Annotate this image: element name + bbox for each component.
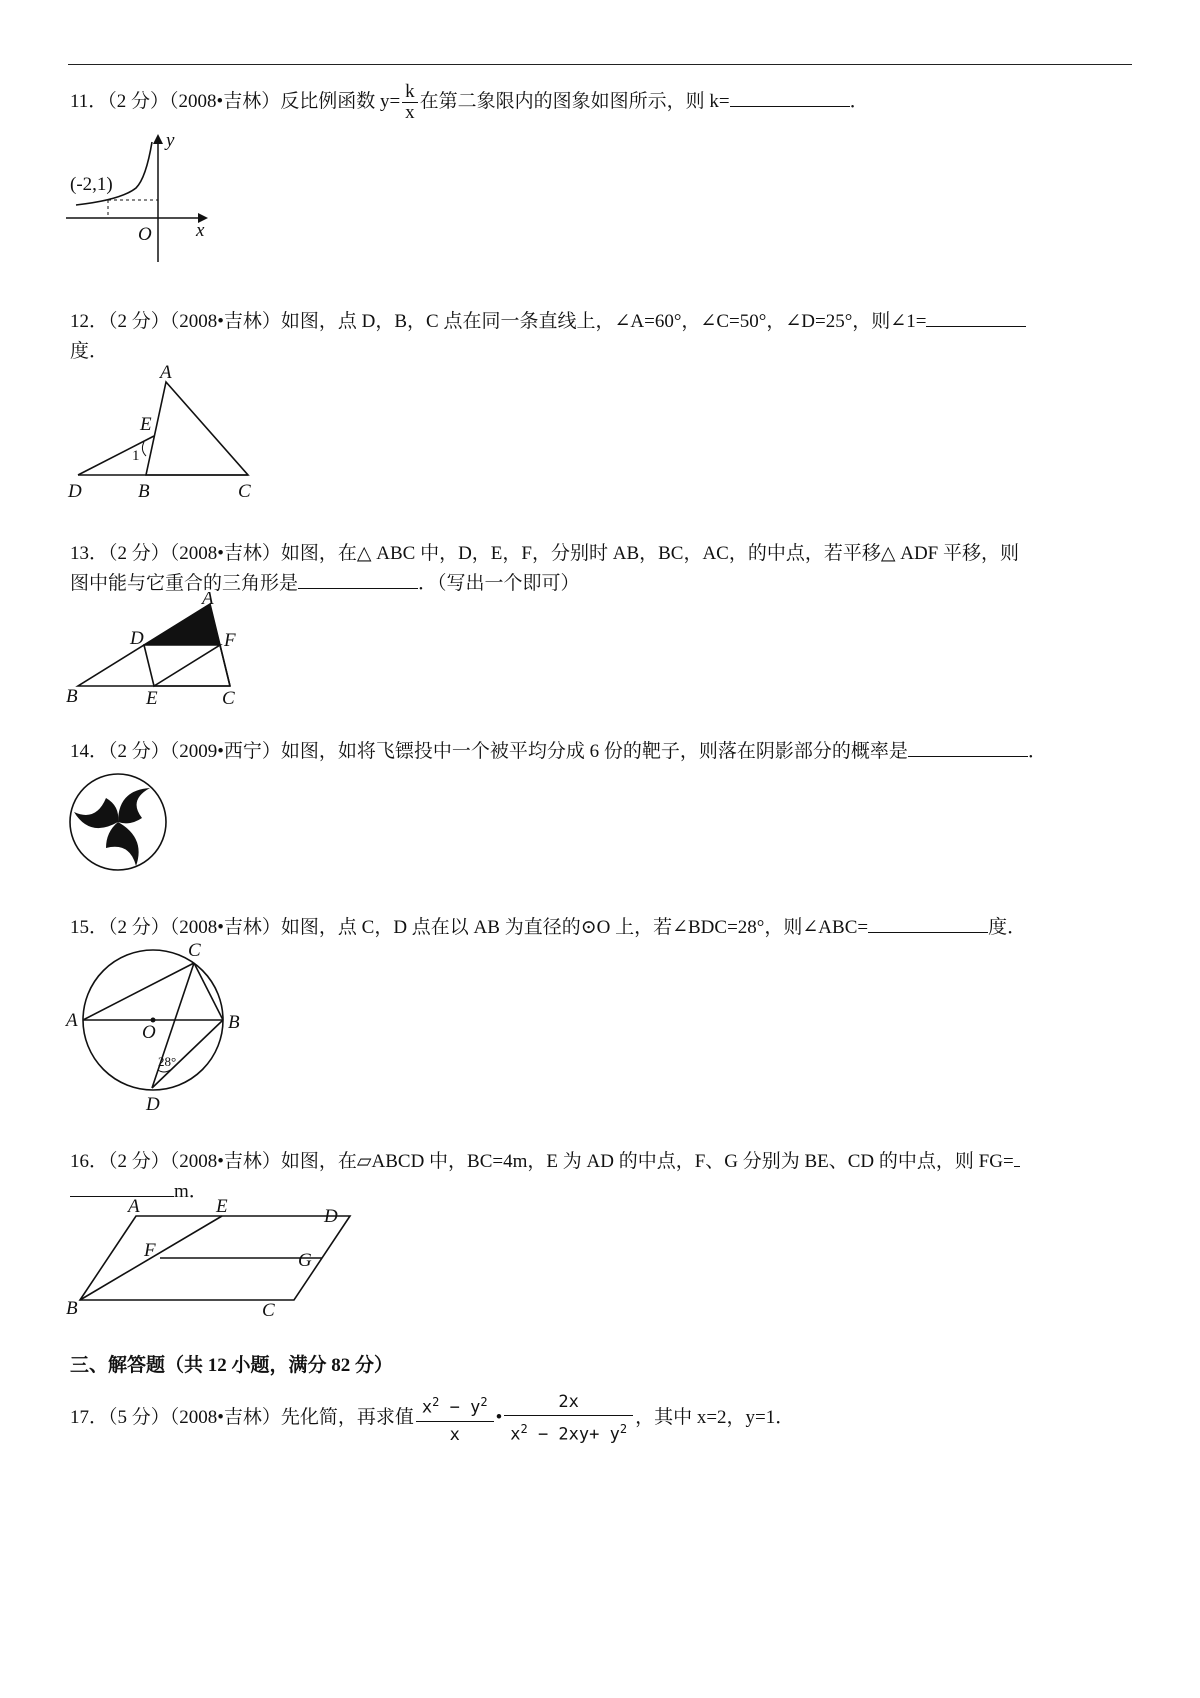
q12-line2: 度． xyxy=(70,341,109,362)
q16-label-g: G xyxy=(298,1250,312,1271)
q11-figure xyxy=(66,132,226,267)
question-13: 13．（2 分）（2008•吉林）如图，在△ ABC 中，D，E，F，分别时 AB，BC，AC，的中点，若平移△ ADF 平移，则 xyxy=(70,543,1019,564)
q11-y-label: y xyxy=(166,132,175,151)
q17-fraction-2: $\frac{2x}{x^2 - 2xy+ y^2}$ xyxy=(504,1389,633,1448)
q13-label-d: D xyxy=(130,628,144,649)
question-14: 14．（2 分）（2009•西宁）如图，如将飞镖投中一个被平均分成 6 份的靶子，则落在阴影部分的概率是 ． xyxy=(70,736,1047,768)
q11-fraction: $\frac{k}{x}$ xyxy=(402,82,418,123)
top-rule xyxy=(68,64,1132,65)
q12-label-e: E xyxy=(140,414,152,435)
q16-line2: m． xyxy=(70,1176,208,1208)
q12-label-b: B xyxy=(138,481,150,502)
q12-figure xyxy=(60,360,280,505)
q15-label-d: D xyxy=(146,1094,160,1115)
question-11: 11．（2 分）（2008•吉林）反比例函数 y= $\frac{k}{x}$ 在第二象限内的图象如图所示，则 k= ． xyxy=(70,81,869,123)
q16-label-b: B xyxy=(66,1298,78,1319)
q17-suffix: ，其中 x=2，y=1． xyxy=(635,1407,795,1428)
q16-line1: 16．（2 分）（2008•吉林）如图，在▱ABCD 中，BC=4m，E 为 AD 的中点，F、G 分别为 BE、CD 的中点，则 FG= xyxy=(70,1151,1014,1172)
q15-text: 15．（2 分）（2008•吉林）如图，点 C，D 点在以 AB 为直径的⊙O 上，若∠BDC=28°，则∠ABC= xyxy=(70,917,869,938)
q14-answer-blank xyxy=(908,738,1028,757)
q12-label-a: A xyxy=(160,362,172,383)
q16-label-f: F xyxy=(144,1240,156,1261)
question-17 xyxy=(70,1388,794,1448)
q11-origin-label: O xyxy=(138,224,152,245)
q12-label-c: C xyxy=(238,481,251,502)
q12-angle-1: 1 xyxy=(132,448,140,464)
section-3-heading: 三、解答题（共 12 小题，满分 82 分） xyxy=(70,1355,394,1376)
question-12 xyxy=(70,306,1026,338)
q15-angle-label: 28° xyxy=(158,1054,177,1069)
q15-label-o: O xyxy=(142,1022,156,1043)
question-15: 15．（2 分）（2008•吉林）如图，点 C，D 点在以 AB 为直径的⊙O 上，若∠BDC=28°，则∠ABC= 度． xyxy=(70,912,1026,944)
q13-label-a: A xyxy=(202,592,214,609)
q11-suffix: 在第二象限内的图象如图所示，则 k= xyxy=(419,90,730,112)
q11-prefix: 11．（2 分）（2008•吉林）反比例函数 y= xyxy=(70,90,401,112)
q17-fraction-1: $\frac{x^2 - y^2}{x}$ xyxy=(416,1389,494,1448)
q13-answer-blank xyxy=(298,570,418,589)
q13-label-f: F xyxy=(224,630,236,651)
question-16 xyxy=(70,1146,1020,1178)
q11-point-label: (-2,1) xyxy=(70,174,113,195)
q12-label-d: D xyxy=(68,481,82,502)
q14-text: 14．（2 分）（2009•西宁）如图，如将飞镖投中一个被平均分成 6 份的靶子，则落在阴影部分的概率是 xyxy=(70,741,908,762)
q13-label-b: B xyxy=(66,686,78,707)
q15-answer-blank xyxy=(868,914,988,933)
q13-label-c: C xyxy=(222,688,235,709)
q15-label-a: A xyxy=(66,1010,78,1031)
q15-label-b: B xyxy=(228,1012,240,1033)
q14-dartboard-figure xyxy=(66,770,171,875)
q16-answer-blank xyxy=(70,1178,174,1197)
q11-answer-blank xyxy=(730,88,850,107)
q16-label-d: D xyxy=(324,1206,338,1227)
q13-figure xyxy=(60,592,260,712)
q15-circle-figure xyxy=(60,940,250,1115)
q16-label-c: C xyxy=(262,1300,275,1321)
q11-x-label: x xyxy=(196,220,205,241)
q13-label-e: E xyxy=(146,688,158,709)
q12-line1: 12．（2 分）（2008•吉林）如图，点 D，B，C 点在同一条直线上，∠A=60°，∠C=50°，∠D=25°，则∠1= xyxy=(70,311,927,332)
q16-label-e: E xyxy=(216,1196,228,1217)
q13-line2: 图中能与它重合的三角形是 ．（写出一个即可） xyxy=(70,568,580,600)
q17-multiply-dot: • xyxy=(495,1407,503,1428)
q17-prefix: 17．（5 分）（2008•吉林）先化简，再求值 xyxy=(70,1407,414,1428)
q12-answer-blank xyxy=(926,308,1026,327)
q16-parallelogram-figure xyxy=(60,1196,360,1321)
q16-label-a: A xyxy=(128,1196,140,1217)
q15-label-c: C xyxy=(188,940,201,961)
